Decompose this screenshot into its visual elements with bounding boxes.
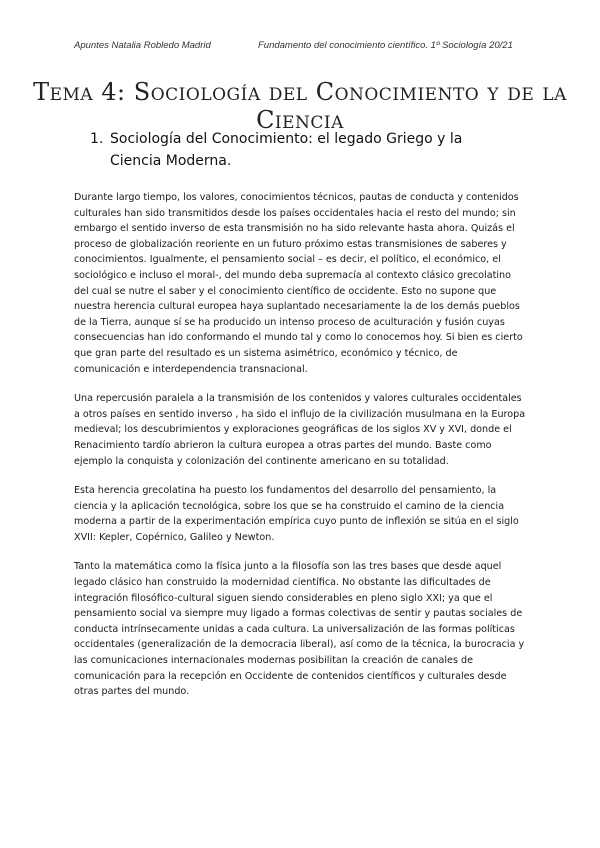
paragraph: Una repercusión paralela a la transmisión de los contenidos y valores culturales occidentales a otros países en sentido inverso , ha sido el influjo de la civilización musulmana en la Europa medieval; los descubrimientos y exploraciones geográficas de los siglos XV y XVI, donde el Renacimiento tardío abrieron la cultura europea a otras partes del mundo. Baste como ejemplo la conquista y colonización del continente americano en su totalidad.	[74, 393, 526, 467]
header-course: Fundamento del conocimiento científico. 1º Sociología 20/21	[258, 40, 513, 51]
section-heading	[90, 128, 510, 172]
body-text	[74, 190, 526, 714]
header-author: Apuntes Natalia Robledo Madrid	[74, 40, 211, 51]
section-number: 1.	[90, 131, 104, 147]
paragraph: Esta herencia grecolatina ha puesto los fundamentos del desarrollo del pensamiento, la ciencia y la aplicación tecnológica, sobre los que se ha construido el camino de la ciencia moderna a partir de la experimentación empírica cuyo punto de inflexión se sitúa en el siglo XVII: Kepler, Copérnico, Galileo y Newton.	[74, 485, 519, 543]
paragraph: Durante largo tiempo, los valores, conocimientos técnicos, pautas de conducta y contenidos culturales han sido transmitidos desde los países occidentales hacia el resto del mundo; sin embargo el sentido inverso de esta transmisión no ha sido relevante hasta ahora. Quizás el proceso de globalización reoriente en un futuro próximo estas transmisiones de saberes y conocimientos. Igualmente, el pensamiento social – es decir, el político, el económico, el sociológico e incluso el moral-, del mundo deba supremacía al contexto clásico grecolatino del cual se nutre el saber y el conocimiento científico de occidente. Esto no supone que nuestra herencia cultural europea haya suplantado necesariamente la de los demás pueblos de la Tierra, aunque sí se ha producido un intenso proceso de aculturación y fusión cuyas consecuencias han ido conformando el mundo tal y como lo conocemos hoy. Si bien es cierto que gran parte del resultado es un sistema asimétrico, económico y técnico, de comunicación e interdependencia transnacional.	[74, 192, 523, 375]
page-title: Tema 4: Sociología del Conocimiento y de la Ciencia	[33, 78, 567, 134]
section-heading-text: Sociología del Conocimiento: el legado Griego y la Ciencia Moderna.	[110, 131, 463, 169]
paragraph: Tanto la matemática como la física junto a la filosofía son las tres bases que desde aquel legado clásico han construido la modernidad científica. No obstante las dificultades de integración filosófico-cultural siguen siendo considerables en pleno siglo XXI; ya que el pensamiento social va siempre muy ligado a formas colectivas de sentir y pautas sociales de conducta intrínsecamente unidas a cada cultura. La universalización de las formas políticas occidentales (generalización de la democracia liberal), así como de la técnica, la burocracia y las comunicaciones internacionales modernas posibilitan la creación de canales de comunicación para la recepción en Occidente de contenidos científicos y culturales desde otras partes del mundo.	[74, 561, 525, 698]
